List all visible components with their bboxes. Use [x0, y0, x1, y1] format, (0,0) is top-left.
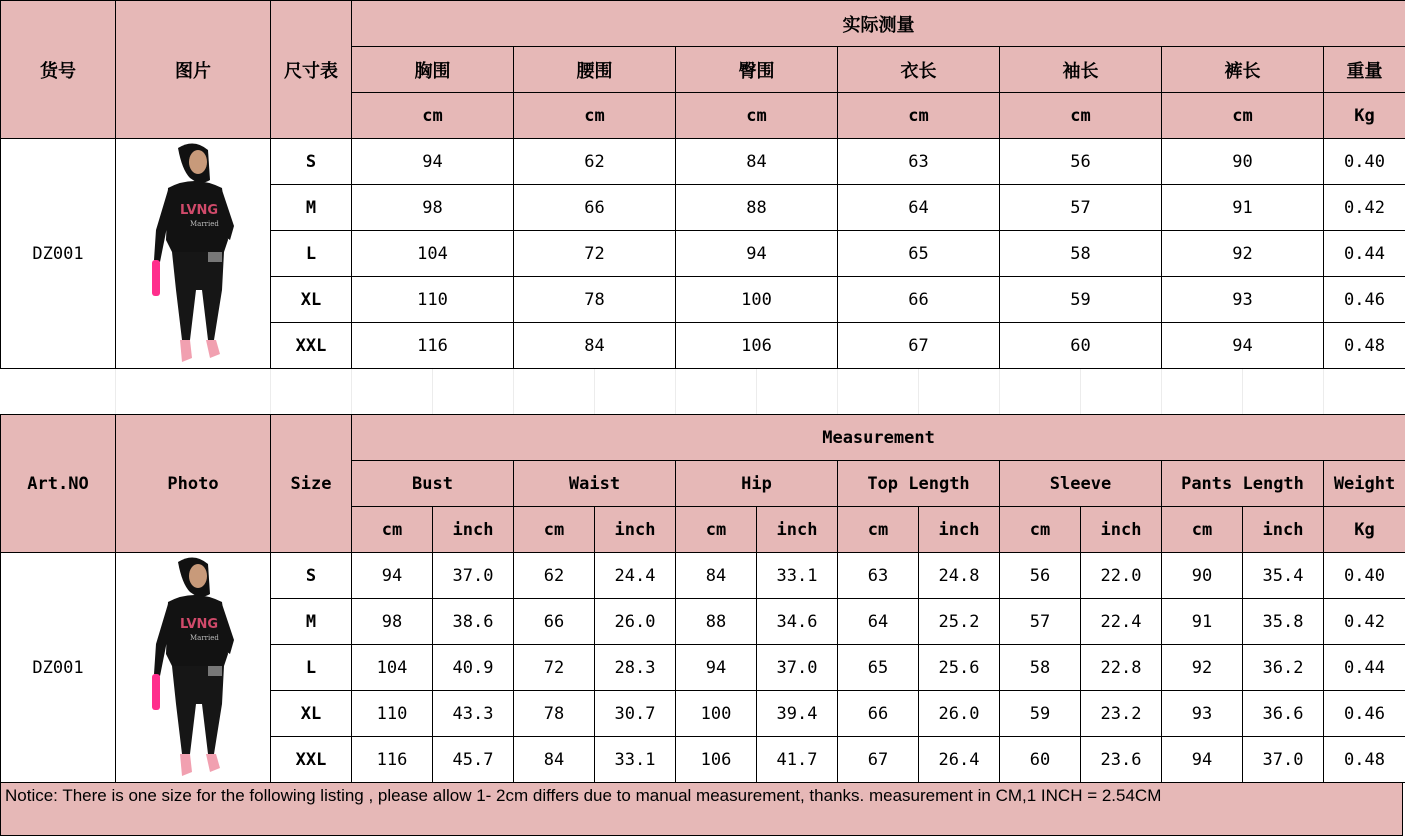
- unit-cell: cm: [838, 93, 1000, 139]
- value-cell: 56: [1000, 139, 1162, 185]
- value-cell: 26.4: [919, 737, 1000, 783]
- value-cell: 106: [676, 737, 757, 783]
- value-cell: 110: [352, 277, 514, 323]
- size-chart-english: [0, 414, 1405, 783]
- value-cell: 116: [352, 323, 514, 369]
- value-cell: 66: [514, 599, 595, 645]
- value-cell: 0.40: [1324, 553, 1405, 599]
- value-cell: 67: [838, 323, 1000, 369]
- value-cell: 37.0: [433, 553, 514, 599]
- size-cell: M: [271, 185, 352, 231]
- value-cell: 104: [352, 645, 433, 691]
- size-cell: S: [271, 139, 352, 185]
- value-cell: 94: [352, 139, 514, 185]
- unit-cell: inch: [919, 507, 1000, 553]
- value-cell: 0.42: [1324, 185, 1405, 231]
- value-cell: 93: [1162, 277, 1324, 323]
- value-cell: 37.0: [1243, 737, 1324, 783]
- value-cell: 72: [514, 231, 676, 277]
- header-size: 尺寸表: [271, 1, 352, 139]
- value-cell: 60: [1000, 737, 1081, 783]
- spreadsheet-gap: [0, 369, 1405, 414]
- size-cell: XXL: [271, 323, 352, 369]
- value-cell: 90: [1162, 553, 1243, 599]
- header-top-length: 衣长: [838, 47, 1000, 93]
- size-cell: XL: [271, 277, 352, 323]
- value-cell: 59: [1000, 691, 1081, 737]
- value-cell: 24.8: [919, 553, 1000, 599]
- header-measurement: Measurement: [352, 415, 1405, 461]
- unit-cell: cm: [352, 93, 514, 139]
- header-weight: Weight: [1324, 461, 1405, 507]
- value-cell: 106: [676, 323, 838, 369]
- value-cell: 64: [838, 185, 1000, 231]
- product-photo: [116, 553, 271, 783]
- value-cell: 58: [1000, 645, 1081, 691]
- value-cell: 57: [1000, 599, 1081, 645]
- value-cell: 94: [1162, 737, 1243, 783]
- header-top-length: Top Length: [838, 461, 1000, 507]
- svg-text:Married: Married: [190, 219, 219, 228]
- value-cell: 57: [1000, 185, 1162, 231]
- header-photo: 图片: [116, 1, 271, 139]
- unit-cell: cm: [676, 93, 838, 139]
- value-cell: 26.0: [919, 691, 1000, 737]
- art-no-cell: DZ001: [1, 553, 116, 783]
- value-cell: 0.42: [1324, 599, 1405, 645]
- header-waist: 腰围: [514, 47, 676, 93]
- unit-cell: inch: [757, 507, 838, 553]
- value-cell: 66: [514, 185, 676, 231]
- size-cell: L: [271, 231, 352, 277]
- unit-cell: Kg: [1324, 507, 1405, 553]
- value-cell: 72: [514, 645, 595, 691]
- value-cell: 34.6: [757, 599, 838, 645]
- value-cell: 0.46: [1324, 691, 1405, 737]
- value-cell: 66: [838, 277, 1000, 323]
- value-cell: 94: [676, 231, 838, 277]
- header-art-no: Art.NO: [1, 415, 116, 553]
- size-cell: L: [271, 645, 352, 691]
- header-pants-length: Pants Length: [1162, 461, 1324, 507]
- header-pants-length: 裤长: [1162, 47, 1324, 93]
- value-cell: 59: [1000, 277, 1162, 323]
- unit-cell: inch: [1243, 507, 1324, 553]
- header-size: Size: [271, 415, 352, 553]
- value-cell: 0.46: [1324, 277, 1405, 323]
- svg-text:LVNG: LVNG: [180, 616, 219, 632]
- value-cell: 78: [514, 277, 676, 323]
- product-photo: [116, 139, 271, 369]
- value-cell: 36.6: [1243, 691, 1324, 737]
- value-cell: 25.2: [919, 599, 1000, 645]
- value-cell: 65: [838, 231, 1000, 277]
- unit-cell: cm: [1162, 93, 1324, 139]
- value-cell: 88: [676, 599, 757, 645]
- model-figure-icon: [138, 554, 248, 782]
- value-cell: 110: [352, 691, 433, 737]
- model-figure-icon: [138, 140, 248, 368]
- svg-text:LVNG: LVNG: [180, 202, 219, 218]
- value-cell: 62: [514, 139, 676, 185]
- value-cell: 25.6: [919, 645, 1000, 691]
- value-cell: 22.4: [1081, 599, 1162, 645]
- value-cell: 23.6: [1081, 737, 1162, 783]
- header-sleeve: 袖长: [1000, 47, 1162, 93]
- value-cell: 93: [1162, 691, 1243, 737]
- value-cell: 28.3: [595, 645, 676, 691]
- value-cell: 78: [514, 691, 595, 737]
- value-cell: 40.9: [433, 645, 514, 691]
- header-photo: Photo: [116, 415, 271, 553]
- unit-cell: inch: [1081, 507, 1162, 553]
- value-cell: 22.0: [1081, 553, 1162, 599]
- value-cell: 23.2: [1081, 691, 1162, 737]
- value-cell: 66: [838, 691, 919, 737]
- size-cell: S: [271, 553, 352, 599]
- value-cell: 41.7: [757, 737, 838, 783]
- value-cell: 45.7: [433, 737, 514, 783]
- value-cell: 84: [676, 553, 757, 599]
- value-cell: 100: [676, 691, 757, 737]
- header-bust: 胸围: [352, 47, 514, 93]
- value-cell: 0.44: [1324, 645, 1405, 691]
- value-cell: 94: [1162, 323, 1324, 369]
- header-bust: Bust: [352, 461, 514, 507]
- value-cell: 62: [514, 553, 595, 599]
- header-sleeve: Sleeve: [1000, 461, 1162, 507]
- svg-text:Married: Married: [190, 633, 219, 642]
- value-cell: 84: [514, 323, 676, 369]
- value-cell: 63: [838, 139, 1000, 185]
- header-measurement: 实际测量: [352, 1, 1405, 47]
- unit-cell: inch: [595, 507, 676, 553]
- value-cell: 43.3: [433, 691, 514, 737]
- unit-cell: cm: [1000, 93, 1162, 139]
- value-cell: 35.8: [1243, 599, 1324, 645]
- value-cell: 0.48: [1324, 323, 1405, 369]
- size-cell: XXL: [271, 737, 352, 783]
- value-cell: 90: [1162, 139, 1324, 185]
- header-art-no: 货号: [1, 1, 116, 139]
- value-cell: 88: [676, 185, 838, 231]
- unit-cell: inch: [433, 507, 514, 553]
- value-cell: 84: [514, 737, 595, 783]
- value-cell: 22.8: [1081, 645, 1162, 691]
- value-cell: 60: [1000, 323, 1162, 369]
- value-cell: 98: [352, 599, 433, 645]
- unit-cell: cm: [676, 507, 757, 553]
- value-cell: 104: [352, 231, 514, 277]
- value-cell: 98: [352, 185, 514, 231]
- header-hip: Hip: [676, 461, 838, 507]
- value-cell: 0.40: [1324, 139, 1405, 185]
- header-weight: 重量: [1324, 47, 1405, 93]
- size-chart-chinese: [0, 0, 1405, 369]
- value-cell: 30.7: [595, 691, 676, 737]
- value-cell: 36.2: [1243, 645, 1324, 691]
- header-hip: 臀围: [676, 47, 838, 93]
- unit-cell: Kg: [1324, 93, 1405, 139]
- unit-cell: cm: [838, 507, 919, 553]
- value-cell: 94: [352, 553, 433, 599]
- value-cell: 91: [1162, 599, 1243, 645]
- unit-cell: cm: [352, 507, 433, 553]
- value-cell: 58: [1000, 231, 1162, 277]
- value-cell: 26.0: [595, 599, 676, 645]
- value-cell: 38.6: [433, 599, 514, 645]
- value-cell: 56: [1000, 553, 1081, 599]
- unit-cell: cm: [1000, 507, 1081, 553]
- value-cell: 92: [1162, 231, 1324, 277]
- size-cell: M: [271, 599, 352, 645]
- value-cell: 92: [1162, 645, 1243, 691]
- value-cell: 35.4: [1243, 553, 1324, 599]
- header-waist: Waist: [514, 461, 676, 507]
- notice-text: Notice: There is one size for the following listing , please allow 1- 2cm differs due to manual measurement, thanks. measurement in CM,1 INCH = 2.54CM: [0, 782, 1403, 836]
- value-cell: 33.1: [595, 737, 676, 783]
- art-no-cell: DZ001: [1, 139, 116, 369]
- value-cell: 84: [676, 139, 838, 185]
- value-cell: 33.1: [757, 553, 838, 599]
- unit-cell: cm: [514, 93, 676, 139]
- value-cell: 0.48: [1324, 737, 1405, 783]
- value-cell: 39.4: [757, 691, 838, 737]
- size-cell: XL: [271, 691, 352, 737]
- value-cell: 65: [838, 645, 919, 691]
- value-cell: 24.4: [595, 553, 676, 599]
- value-cell: 94: [676, 645, 757, 691]
- value-cell: 116: [352, 737, 433, 783]
- unit-cell: cm: [1162, 507, 1243, 553]
- unit-cell: cm: [514, 507, 595, 553]
- value-cell: 37.0: [757, 645, 838, 691]
- value-cell: 63: [838, 553, 919, 599]
- value-cell: 0.44: [1324, 231, 1405, 277]
- value-cell: 67: [838, 737, 919, 783]
- value-cell: 64: [838, 599, 919, 645]
- value-cell: 91: [1162, 185, 1324, 231]
- value-cell: 100: [676, 277, 838, 323]
